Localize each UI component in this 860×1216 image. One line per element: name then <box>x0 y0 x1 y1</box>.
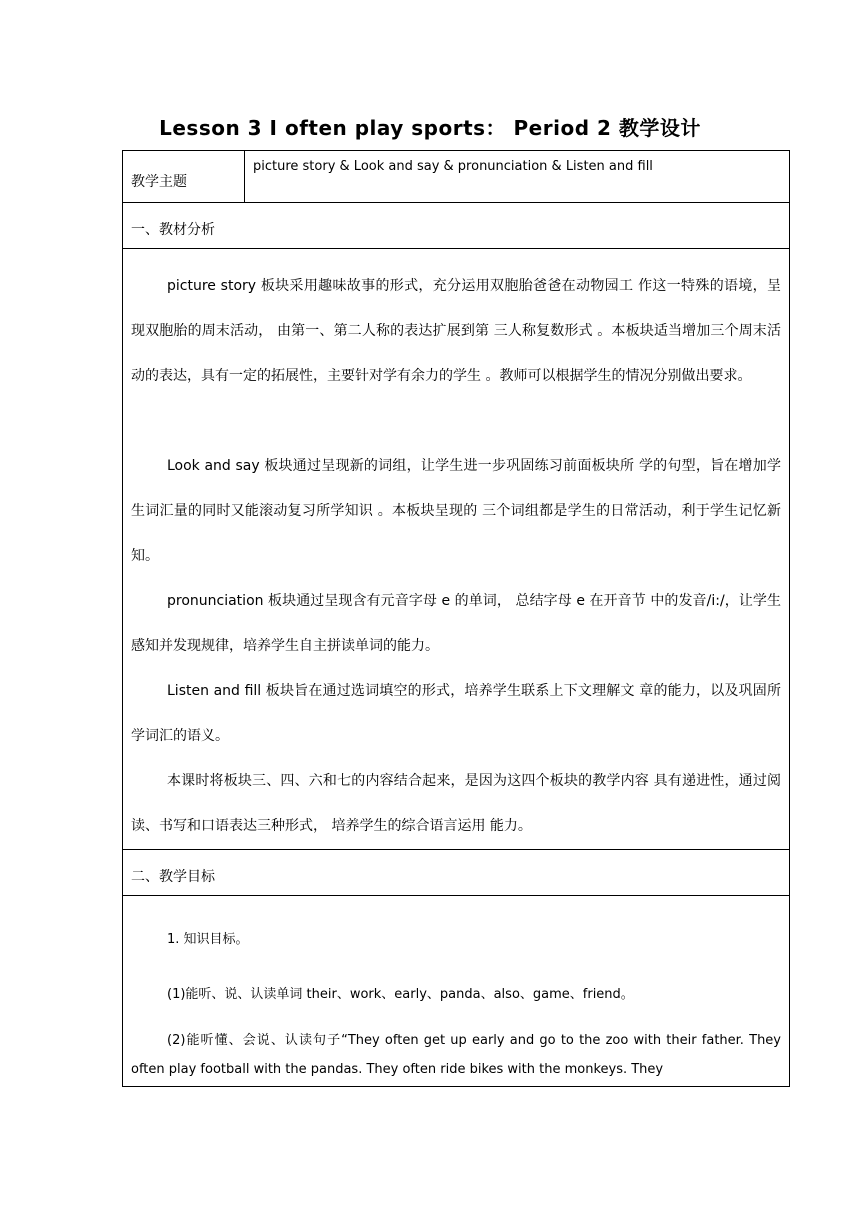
section-header-row <box>123 850 789 896</box>
analysis-paragraph: picture story 板块采用趣味故事的形式，充分运用双胞胎爸爸在动物园工 作这一特殊的语境，呈现双胞胎的周末活动， 由第一、第二人称的表达扩展到第 三人称复数形式 。本板块适当增加三个周末活动的表达，具有一定的拓展性，主要针对学有余力的学生 。教师可以根据学生的情况分别做出要求。 <box>131 278 781 384</box>
knowledge-goal-heading: 1. 知识目标。 <box>167 932 249 947</box>
analysis-paragraph: Listen and fill 板块旨在通过选词填空的形式，培养学生联系上下文理解文 章的能力，以及巩固所学词汇的语义。 <box>131 683 781 744</box>
goal-item: (2)能听懂、会说、认读句子“They often get up early and go to the zoo with their father. They often play football with the pandas. They often ride bikes with the monkeys. They <box>131 1033 781 1077</box>
topic-row <box>123 151 789 203</box>
topic-value: picture story & Look and say & pronunciation & Listen and fill <box>253 159 653 174</box>
lesson-plan-table <box>122 150 790 1087</box>
goals-content-row <box>123 896 789 1086</box>
section-heading-analysis: 一、教材分析 <box>131 222 215 238</box>
topic-label: 教学主题 <box>123 151 245 202</box>
analysis-paragraph: 本课时将板块三、四、六和七的内容结合起来，是因为这四个板块的教学内容 具有递进性，通过阅读、书写和口语表达三种形式， 培养学生的综合语言运用 能力。 <box>131 773 781 834</box>
section-heading-goals: 二、教学目标 <box>131 869 215 885</box>
goal-item: (1)能听、说、认读单词 their、work、early、panda、also、game、friend。 <box>167 987 634 1002</box>
analysis-paragraph: pronunciation 板块通过呈现含有元音字母 e 的单词， 总结字母 e 在开音节 中的发音/i:/，让学生感知并发现规律，培养学生自主拼读单词的能力。 <box>131 593 781 654</box>
analysis-content-row <box>123 249 789 850</box>
document-title: Lesson 3 I often play sports： Period 2 教学设计 <box>159 116 701 140</box>
section-header-row <box>123 203 789 249</box>
analysis-paragraph: Look and say 板块通过呈现新的词组，让学生进一步巩固练习前面板块所 学的句型，旨在增加学生词汇量的同时又能滚动复习所学知识 。本板块呈现的 三个词组都是学生的日常活动，利于学生记忆新知。 <box>131 458 781 564</box>
